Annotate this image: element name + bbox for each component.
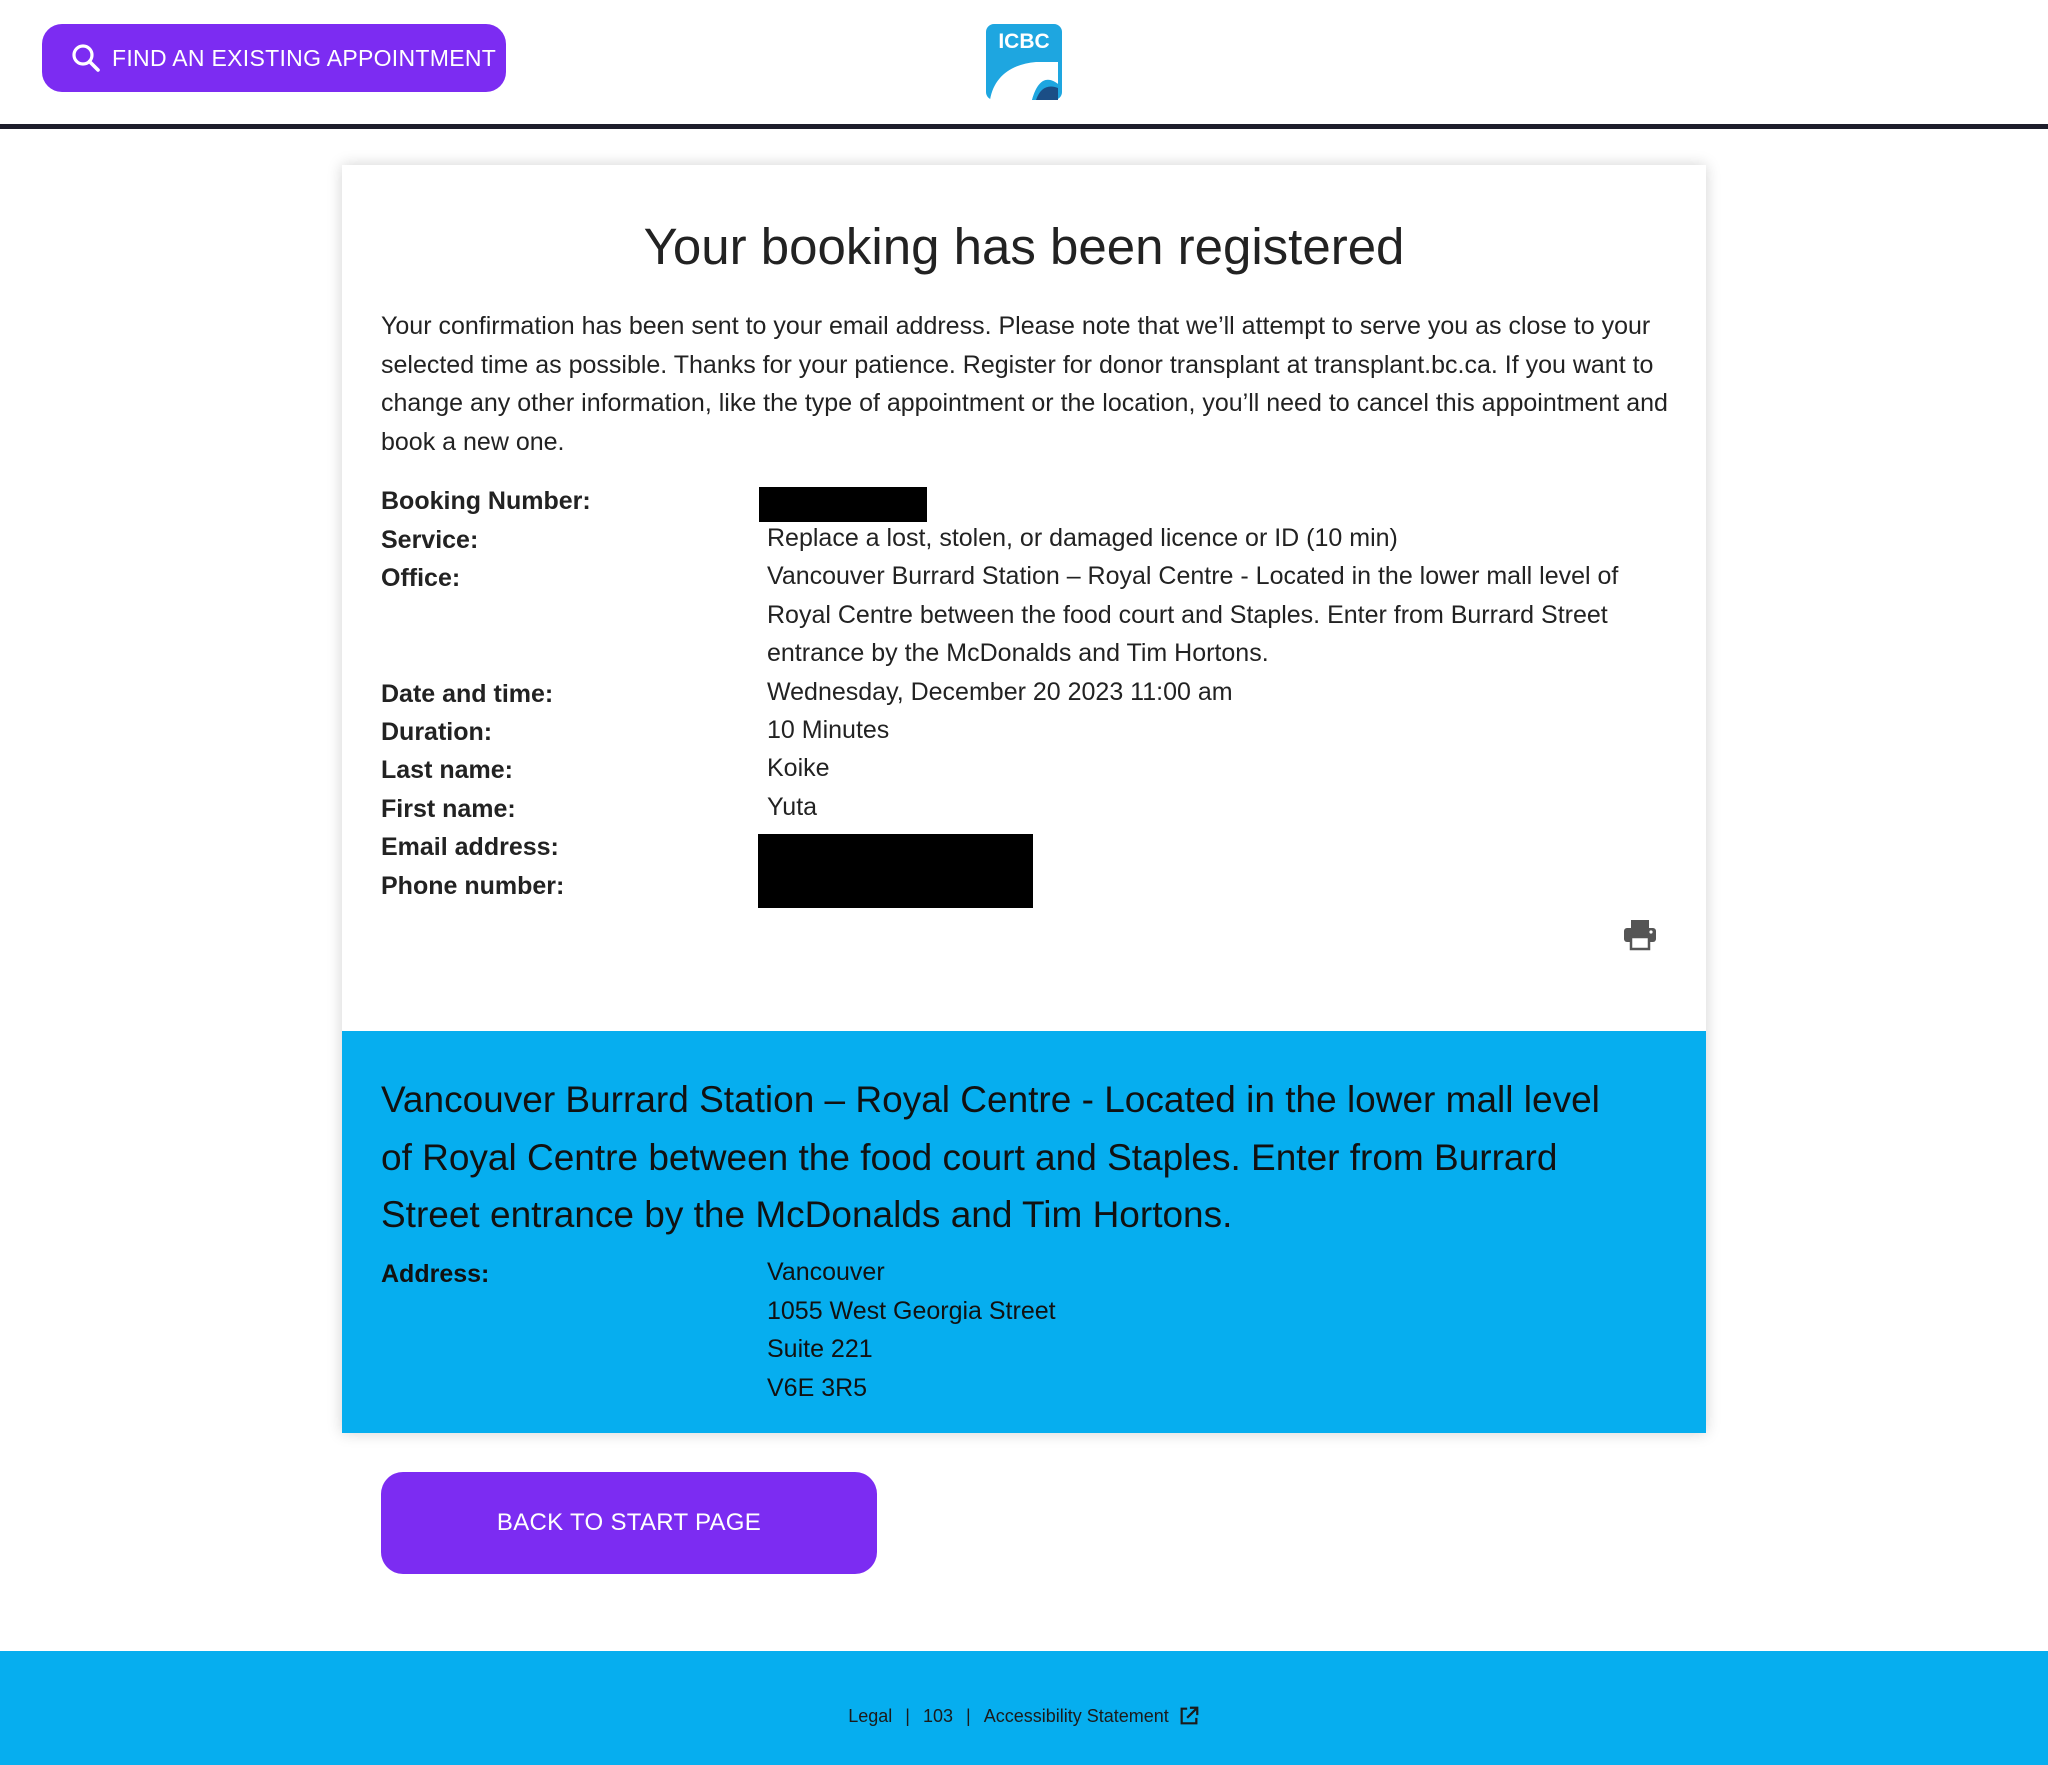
email-label: Email address: — [381, 833, 559, 861]
legal-link[interactable]: Legal — [848, 1705, 893, 1726]
confirmation-card — [342, 165, 1706, 1433]
last-name-value: Koike — [767, 754, 830, 782]
address-line: V6E 3R5 — [767, 1373, 868, 1402]
contact-info-redacted — [758, 834, 1033, 908]
page-title: Your booking has been registered — [643, 218, 1405, 275]
footer-links — [0, 1705, 2048, 1727]
office-heading-line: Street entrance by the McDonalds and Tim Hortons. — [381, 1194, 1233, 1235]
office-line: Vancouver Burrard Station – Royal Centre - Located in the lower mall level of — [767, 562, 1619, 590]
print-icon[interactable] — [1622, 917, 1658, 953]
phone-label: Phone number: — [381, 872, 565, 900]
address-value — [767, 1253, 1056, 1407]
office-details-panel — [342, 1031, 1706, 1433]
office-heading — [381, 1071, 1671, 1244]
date-time-label: Date and time: — [381, 680, 554, 708]
address-line: Vancouver — [767, 1258, 885, 1286]
footer-code: 103 — [922, 1705, 953, 1726]
back-to-start-label: BACK TO START PAGE — [496, 1509, 762, 1536]
icbc-logo-text: ICBC — [998, 30, 1050, 53]
external-link-icon[interactable] — [1178, 1705, 1200, 1727]
accessibility-statement-link[interactable]: Accessibility Statement — [983, 1705, 1169, 1726]
first-name-label: First name: — [381, 795, 516, 823]
office-heading-line: Vancouver Burrard Station – Royal Centre - Located in the lower mall level — [381, 1079, 1600, 1120]
duration-label: Duration: — [381, 718, 493, 746]
office-label: Office: — [381, 564, 461, 592]
office-line: Royal Centre between the food court and Staples. Enter from Burrard Street — [767, 600, 1608, 629]
date-time-value: Wednesday, December 20 2023 11:00 am — [767, 678, 1233, 706]
duration-value: 10 Minutes — [767, 716, 890, 744]
find-existing-appointment-button[interactable] — [42, 24, 506, 92]
booking-number-label: Booking Number: — [381, 487, 591, 515]
first-name-value: Yuta — [767, 793, 818, 821]
icbc-logo[interactable] — [986, 24, 1062, 100]
address-label: Address: — [381, 1260, 490, 1288]
address-line: 1055 West Georgia Street — [767, 1296, 1056, 1325]
office-line: entrance by the McDonalds and Tim Hortons. — [767, 639, 1269, 667]
footer-separator: | — [905, 1705, 910, 1726]
confirmation-intro: Your confirmation has been sent to your email address. Please note that we’ll attempt to serve you as close to your selected time as possible. Thanks for your patience. Register for donor transplant at transplant.bc.ca. If you want to change any other information, like the type of appointment or the location, you’ll need to cancel this appointment and book a new one. — [381, 312, 1668, 456]
site-header — [0, 0, 2048, 129]
back-to-start-button[interactable] — [381, 1472, 877, 1574]
service-value: Replace a lost, stolen, or damaged licence or ID (10 min) — [767, 524, 1398, 552]
search-icon — [70, 42, 102, 74]
address-line: Suite 221 — [767, 1335, 873, 1363]
footer-separator: | — [966, 1705, 971, 1726]
office-value — [767, 557, 1618, 673]
booking-number-redacted — [759, 487, 927, 522]
site-footer — [0, 1651, 2048, 1765]
service-label: Service: — [381, 526, 479, 554]
find-existing-appointment-label: FIND AN EXISTING APPOINTMENT — [112, 44, 497, 71]
office-heading-line: of Royal Centre between the food court and Staples. Enter from Burrard — [381, 1136, 1558, 1178]
last-name-label: Last name: — [381, 756, 513, 784]
